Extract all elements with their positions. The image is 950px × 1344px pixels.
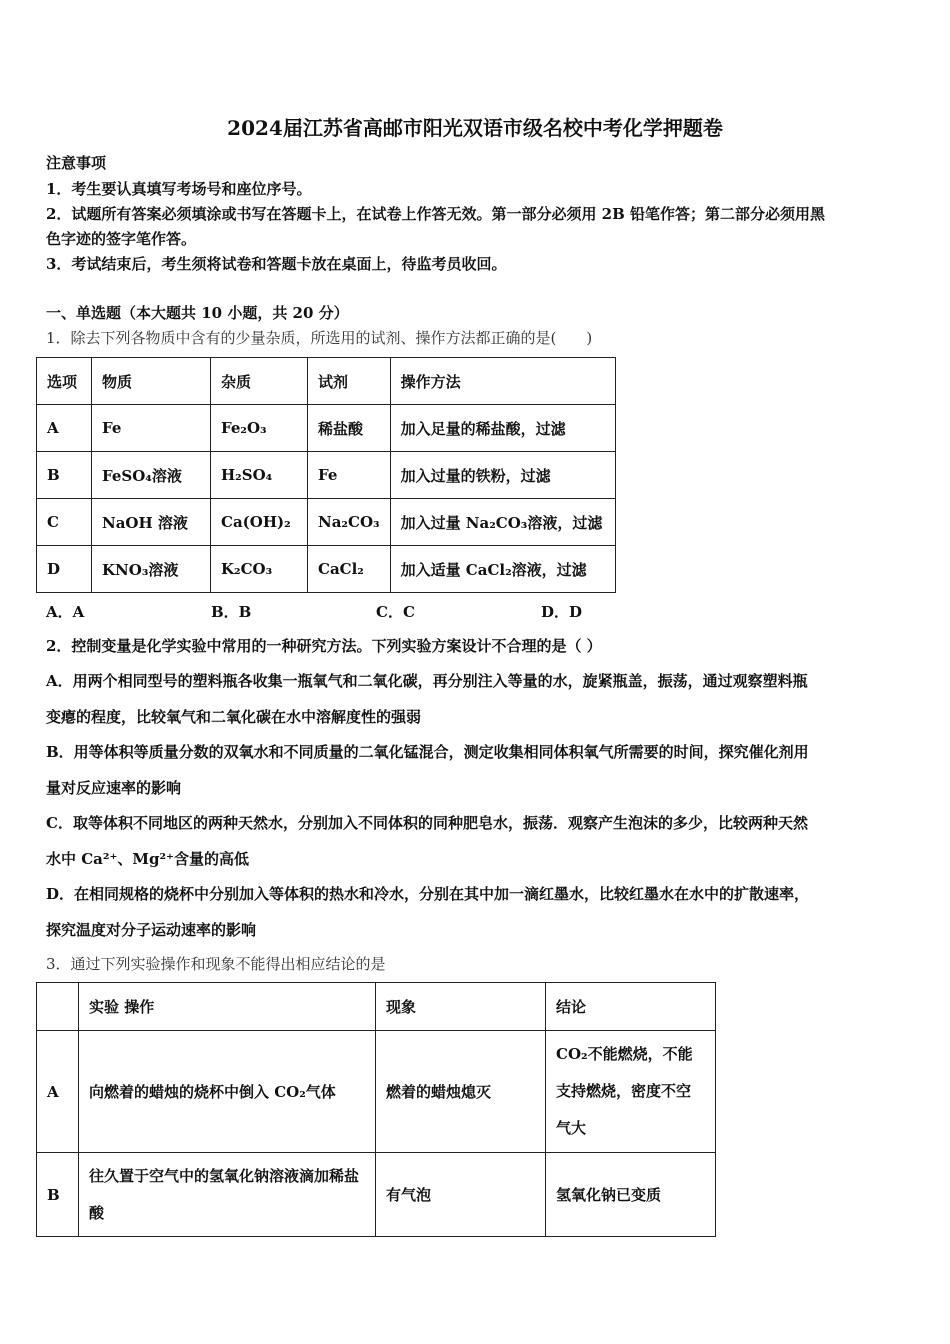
- notice-item: 3．考试结束后，考生须将试卷和答题卡放在桌面上，待监考员收回。: [46, 255, 507, 273]
- table-header-cell: 操作方法: [390, 358, 615, 405]
- table-cell: Fe₂O₃: [211, 405, 308, 452]
- table-cell: 燃着的蜡烛熄灭: [376, 1031, 546, 1153]
- table-row: [37, 405, 616, 452]
- option-a: A．A: [46, 603, 85, 621]
- table-cell: 加入过量 Na₂CO₃溶液，过滤: [390, 499, 615, 546]
- question-1-stem: 1．除去下列各物质中含有的少量杂质，所选用的试剂、操作方法都正确的是( ): [46, 329, 593, 347]
- table-header-cell: 杂质: [211, 358, 308, 405]
- table-cell: 加入足量的稀盐酸，过滤: [390, 405, 615, 452]
- table-cell: Ca(OH)₂: [211, 499, 308, 546]
- table-cell: A: [37, 405, 92, 452]
- table-row: [37, 1153, 716, 1237]
- table-header-row: [37, 358, 616, 405]
- notice-item: 2．试题所有答案必须填涂或书写在答题卡上，在试卷上作答无效。第一部分必须用 2B 铅笔作答；第二部分必须用黑: [46, 205, 826, 223]
- table-header-cell: 实验 操作: [79, 983, 376, 1031]
- question-1-options: [46, 601, 706, 622]
- notice-item: 色字迹的签字笔作答。: [46, 230, 197, 248]
- question-2-line: C．取等体积不同地区的两种天然水，分别加入不同体积的同种肥皂水，振荡．观察产生泡沫的多少，比较两种天然: [46, 814, 808, 832]
- option-b: B．B: [211, 603, 252, 621]
- question-2-line: 变瘪的程度，比较氧气和二氧化碳在水中溶解度性的强弱: [46, 708, 422, 726]
- page-title: 2024届江苏省高邮市阳光双语市级名校中考化学押题卷: [227, 116, 723, 140]
- option-c: C．C: [376, 603, 415, 621]
- table-header-cell: 试剂: [308, 358, 391, 405]
- question-2-line: D．在相同规格的烧杯中分别加入等体积的热水和冷水，分别在其中加一滴红墨水，比较红墨水在水中的扩散速率，: [46, 885, 810, 903]
- table-cell: FeSO₄溶液: [92, 452, 211, 499]
- table-row: [37, 452, 616, 499]
- option-d: D．D: [541, 603, 583, 621]
- table-cell: 稀盐酸: [308, 405, 391, 452]
- table-cell: B: [37, 1153, 79, 1237]
- table-cell: A: [37, 1031, 79, 1153]
- notice-item: 1．考生要认真填写考场号和座位序号。: [46, 180, 312, 198]
- question-2-stem: 2．控制变量是化学实验中常用的一种研究方法。下列实验方案设计不合理的是（ ）: [46, 637, 602, 655]
- table-header-cell: 结论: [546, 983, 716, 1031]
- question-2-line: 水中 Ca²⁺、Mg²⁺含量的高低: [46, 850, 249, 868]
- question-1-table: [36, 357, 616, 593]
- table-header-cell: 选项: [37, 358, 92, 405]
- question-3-table: [36, 982, 716, 1237]
- question-2-line: 量对反应速率的影响: [46, 779, 182, 797]
- table-cell: 向燃着的蜡烛的烧杯中倒入 CO₂气体: [79, 1031, 376, 1153]
- table-header-cell: 现象: [376, 983, 546, 1031]
- table-cell: KNO₃溶液: [92, 546, 211, 593]
- table-cell: 往久置于空气中的氢氧化钠溶液滴加稀盐酸: [79, 1153, 376, 1237]
- table-row: [37, 499, 616, 546]
- table-cell: D: [37, 546, 92, 593]
- question-3-stem: 3．通过下列实验操作和现象不能得出相应结论的是: [46, 955, 386, 973]
- question-2-line: B．用等体积等质量分数的双氧水和不同质量的二氧化锰混合，测定收集相同体积氧气所需要的时间，探究催化剂用: [46, 743, 809, 761]
- table-row: [37, 546, 616, 593]
- question-2-line: 探究温度对分子运动速率的影响: [46, 921, 257, 939]
- table-cell: 氢氧化钠已变质: [546, 1153, 716, 1237]
- notice-heading: 注意事项: [46, 154, 107, 172]
- table-cell: C: [37, 499, 92, 546]
- table-cell: H₂SO₄: [211, 452, 308, 499]
- table-cell: 加入过量的铁粉，过滤: [390, 452, 615, 499]
- table-cell: Na₂CO₃: [308, 499, 391, 546]
- table-header-cell: 物质: [92, 358, 211, 405]
- question-2-line: A．用两个相同型号的塑料瓶各收集一瓶氧气和二氧化碳，再分别注入等量的水，旋紧瓶盖，振荡，通过观察塑料瓶: [46, 672, 808, 690]
- table-cell: 加入适量 CaCl₂溶液，过滤: [390, 546, 615, 593]
- table-header-row: [37, 983, 716, 1031]
- table-row: [37, 1031, 716, 1153]
- table-cell: B: [37, 452, 92, 499]
- table-cell: Fe: [308, 452, 391, 499]
- table-cell: CO₂不能燃烧，不能支持燃烧，密度不空气大: [546, 1031, 716, 1153]
- table-cell: Fe: [92, 405, 211, 452]
- table-cell: NaOH 溶液: [92, 499, 211, 546]
- table-cell: CaCl₂: [308, 546, 391, 593]
- section-heading: 一、单选题（本大题共 10 小题，共 20 分）: [46, 304, 349, 322]
- table-header-cell: [37, 983, 79, 1031]
- table-cell: K₂CO₃: [211, 546, 308, 593]
- table-cell: 有气泡: [376, 1153, 546, 1237]
